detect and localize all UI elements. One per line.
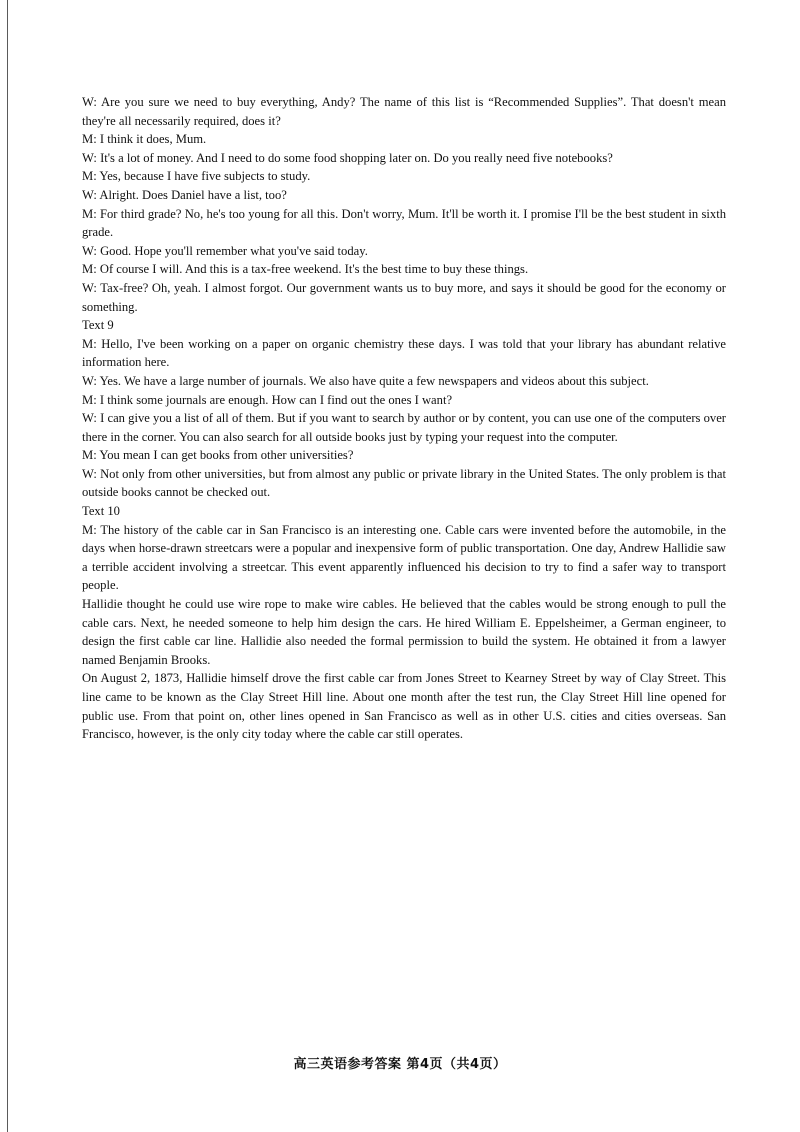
dialogue-line: M: I think it does, Mum. — [82, 132, 207, 147]
dialogue-line: W: It's a lot of money. And I need to do some food shopping later on. Do you really need five notebooks? — [82, 150, 613, 165]
scan-edge-line — [7, 0, 8, 1132]
dialogue-line: W: Not only from other universities, but from almost any public or private library in the United States. The only problem is that outside books cannot be checked out. — [82, 466, 726, 500]
monologue-paragraph: On August 2, 1873, Hallidie himself drove the first cable car from Jones Street to Kearney Street by way of Clay Street. This line came to be known as the Clay Street Hill line. About one month after the test run, the Clay Street Hill line opened for public use. From that point on, other lines opened in San Francisco as well as in other U.S. cities and cities overseas. San Francisco, however, is the only city today where the cable car still operates. — [82, 671, 726, 742]
dialogue-line: W: Are you sure we need to buy everything, Andy? The name of this list is “Recommended Supplies”. That doesn't mean they're all necessarily required, does it? — [82, 95, 726, 128]
dialogue-line: M: Yes, because I have five subjects to study. — [82, 169, 311, 184]
dialogue-line: W: Alright. Does Daniel have a list, too? — [82, 187, 287, 202]
dialogue-line: W: Yes. We have a large number of journals. We also have quite a few newspapers and videos about this subject. — [82, 373, 649, 388]
dialogue-line: M: You mean I can get books from other universities? — [82, 448, 354, 463]
monologue-paragraph: Hallidie thought he could use wire rope to make wire cables. He believed that the cables would be strong enough to pull the cable cars. Next, he needed someone to help him design the cars. He hired William E. Eppelsheimer, a German engineer, to design the first cable car line. Hallidie also needed the formal permission to build the system. He obtained it from a lawyer named Benjamin Brooks. — [82, 597, 726, 667]
dialogue-line: W: Good. Hope you'll remember what you've said today. — [82, 243, 368, 258]
section-heading-text-10: Text 10 — [82, 504, 120, 519]
dialogue-line: W: I can give you a list of all of them. But if you want to search by author or by content, you can use one of the computers over there in the corner. You can also search for all outside books just by typing your request into the computer. — [82, 411, 726, 444]
dialogue-line: M: Of course I will. And this is a tax-free weekend. It's the best time to buy these things. — [82, 262, 529, 277]
dialogue-line: M: I think some journals are enough. How can I find out the ones I want? — [82, 392, 453, 407]
dialogue-line: W: Tax-free? Oh, yeah. I almost forgot. Our government wants us to buy more, and says it should be good for the economy or something. — [82, 280, 726, 314]
dialogue-line: M: Hello, I've been working on a paper on organic chemistry these days. I was told that your library has abundant relative information here. — [82, 336, 726, 370]
dialogue-line: M: For third grade? No, he's too young for all this. Don't worry, Mum. It'll be worth it. I promise I'll be the best student in sixth grade. — [82, 206, 726, 240]
answer-key-text — [82, 93, 726, 744]
page-footer: 高三英语参考答案 第4页（共4页） — [293, 1057, 507, 1072]
monologue-paragraph: M: The history of the cable car in San Francisco is an interesting one. Cable cars were invented before the automobile, in the days when horse-drawn streetcars were a popular and inexpensive form of public transportation. One day, Andrew Hallidie saw a terrible accident involving a streetcar. This event apparently influenced his decision to try to find a safer way to transport people. — [82, 522, 726, 593]
section-heading-text-9: Text 9 — [82, 318, 114, 333]
